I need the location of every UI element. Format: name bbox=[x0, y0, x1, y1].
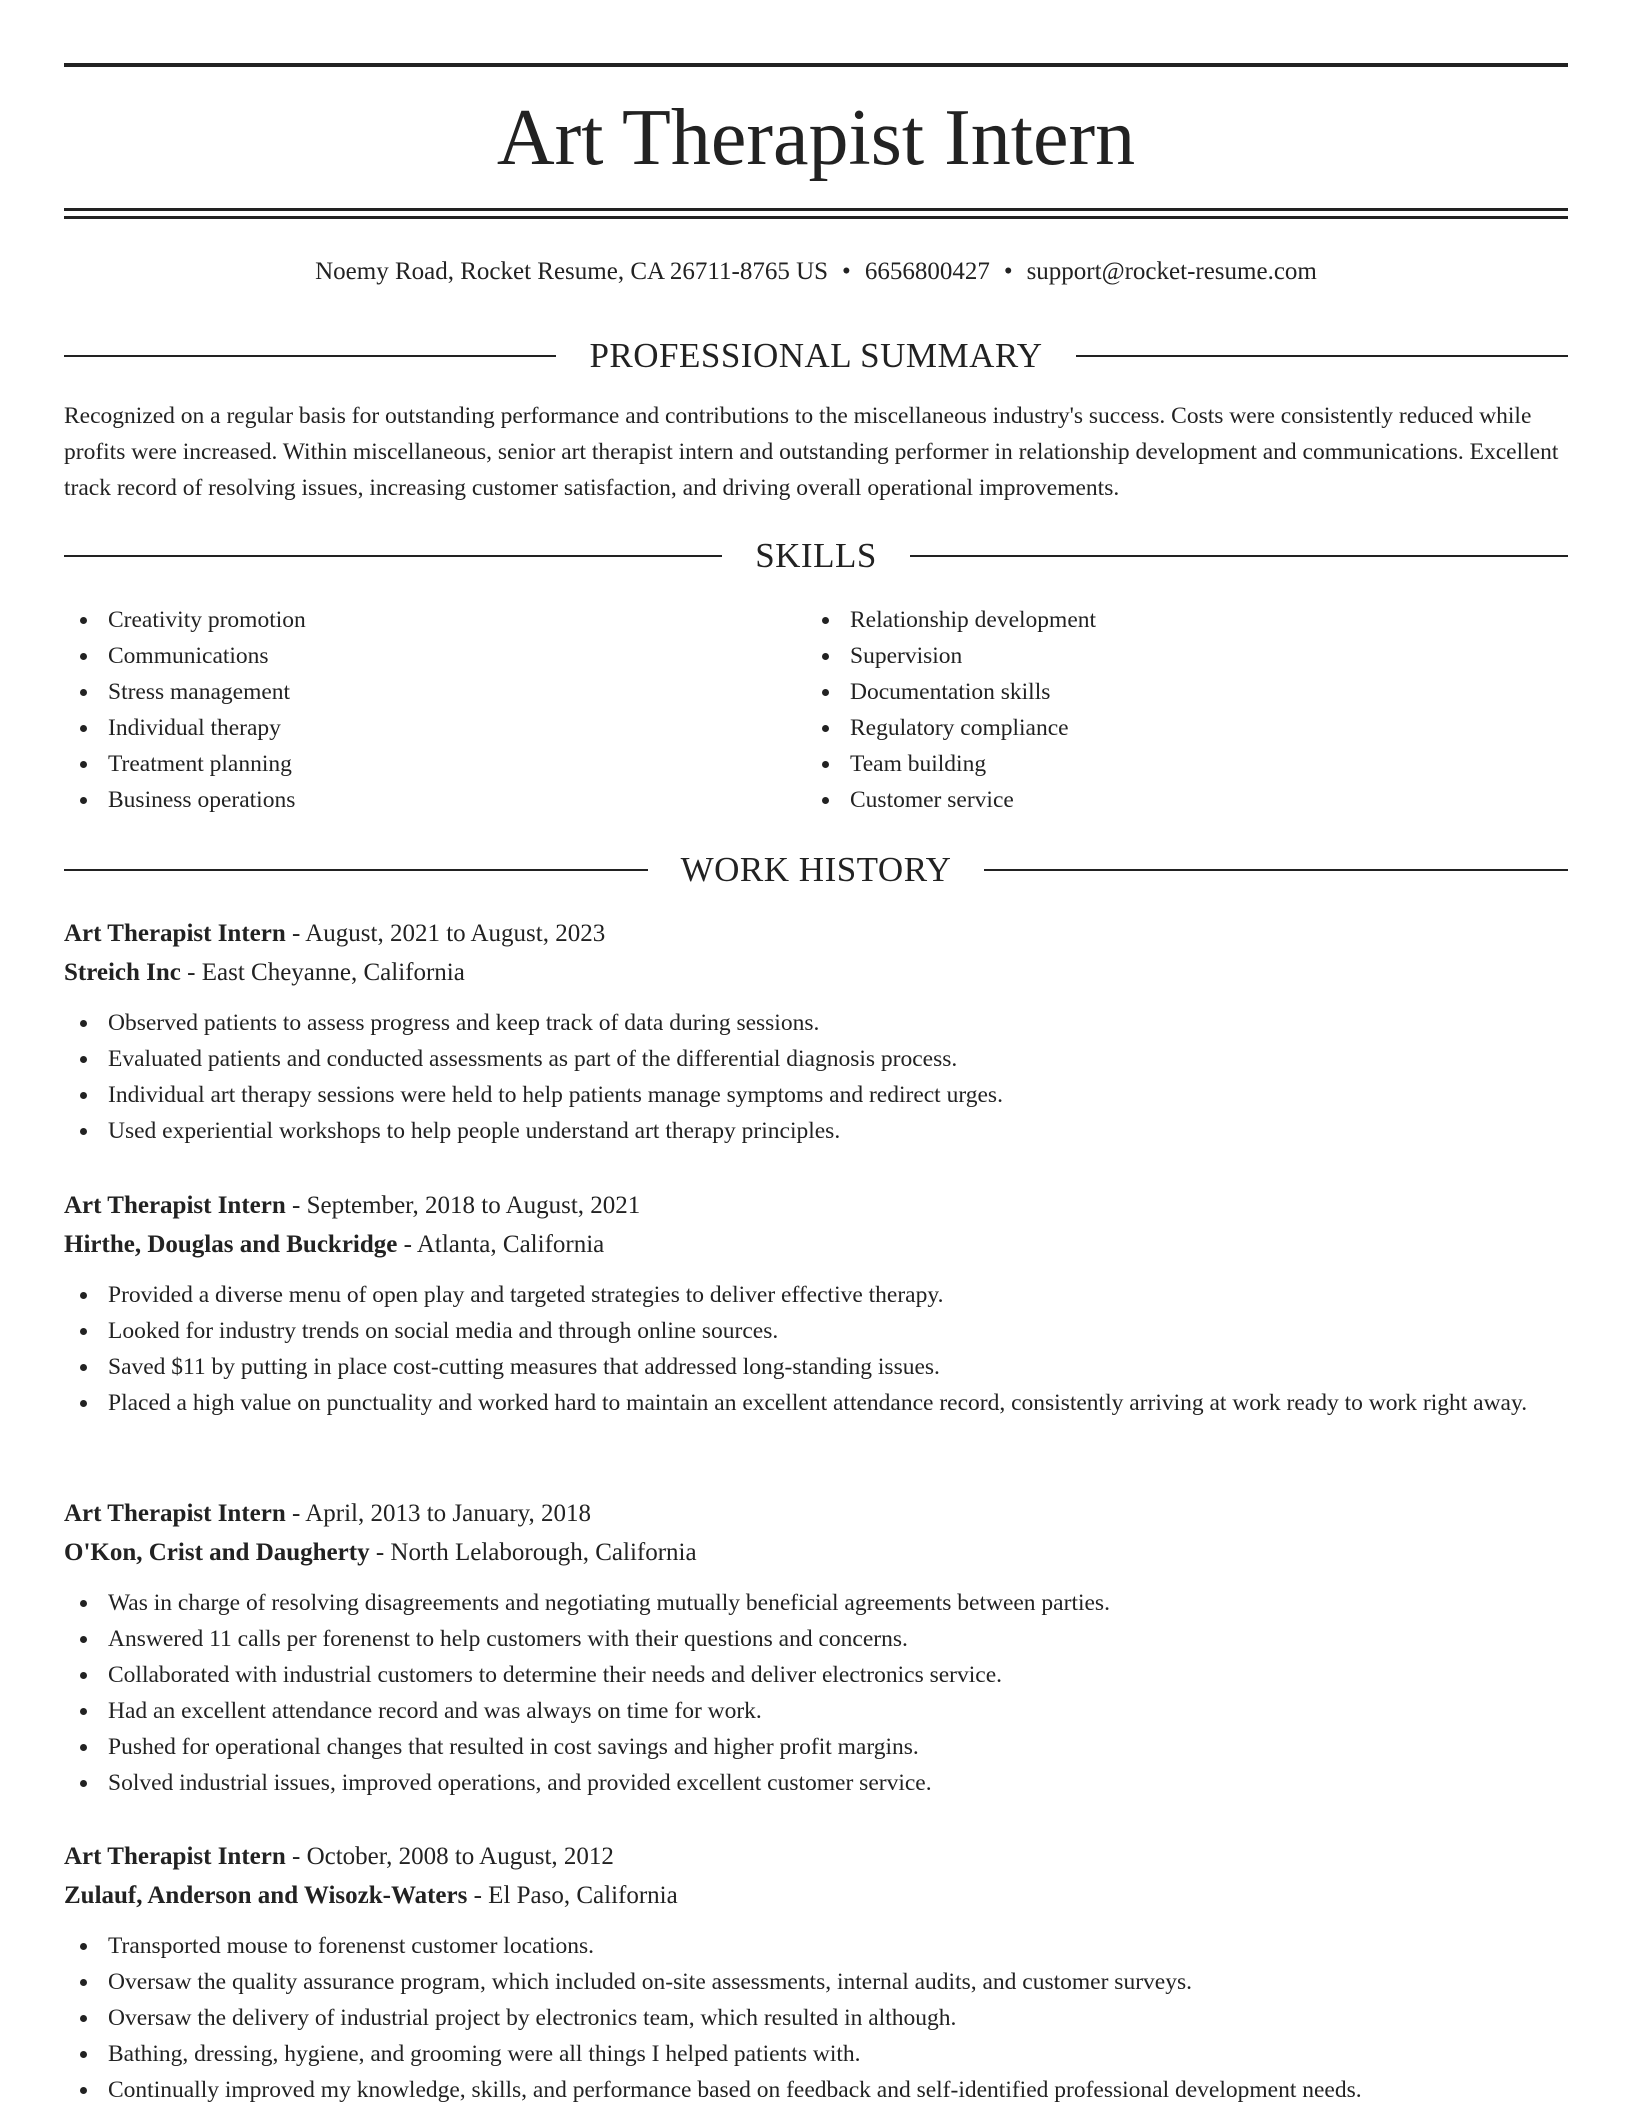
job-company-line bbox=[64, 1533, 1568, 1572]
section-rule bbox=[984, 869, 1568, 871]
job-bullet: Looked for industry trends on social media and through online sources. bbox=[64, 1313, 1568, 1349]
job-bullet: Observed patients to assess progress and keep track of data during sessions. bbox=[64, 1005, 1568, 1041]
contact-line bbox=[64, 254, 1568, 290]
skills-section-header bbox=[64, 532, 1568, 580]
skill-item: Creativity promotion bbox=[64, 602, 764, 638]
job-dates: - September, 2018 to August, 2021 bbox=[285, 1192, 641, 1219]
resume-name: Art Therapist Intern bbox=[496, 94, 1136, 182]
job-entry bbox=[64, 1186, 1568, 1421]
skill-item: Relationship development bbox=[806, 602, 1506, 638]
section-rule bbox=[910, 555, 1568, 557]
job-bullet: Oversaw the delivery of industrial project by electronics team, which resulted in although. bbox=[64, 2000, 1568, 2036]
job-location: - North Lelaborough, California bbox=[369, 1539, 697, 1566]
skill-item: Stress management bbox=[64, 674, 764, 710]
job-bullet: Provided a diverse menu of open play and targeted strategies to deliver effective therapy. bbox=[64, 1277, 1568, 1313]
job-entry bbox=[64, 914, 1568, 1149]
job-title: Art Therapist Intern bbox=[64, 920, 286, 947]
job-location: - Atlanta, California bbox=[397, 1231, 605, 1258]
contact-address: Noemy Road, Rocket Resume, CA 26711-8765 US bbox=[315, 258, 829, 285]
work-heading: WORK HISTORY bbox=[680, 850, 952, 889]
skills-heading: SKILLS bbox=[755, 536, 877, 575]
job-company-line bbox=[64, 1225, 1568, 1264]
job-company: Zulauf, Anderson and Wisozk-Waters bbox=[64, 1882, 468, 1909]
contact-phone: 6656800427 bbox=[864, 258, 990, 285]
skill-item: Supervision bbox=[806, 638, 1506, 674]
summary-heading: PROFESSIONAL SUMMARY bbox=[589, 336, 1043, 375]
top-rule bbox=[64, 63, 1568, 67]
job-entry bbox=[64, 1494, 1568, 1801]
job-company: Hirthe, Douglas and Buckridge bbox=[64, 1231, 398, 1258]
job-bullets bbox=[64, 1928, 1568, 2108]
section-rule bbox=[1076, 355, 1568, 357]
skill-item: Treatment planning bbox=[64, 746, 764, 782]
contact-separator: • bbox=[1003, 258, 1013, 285]
job-title-line bbox=[64, 1837, 1568, 1876]
job-dates: - April, 2013 to January, 2018 bbox=[285, 1500, 592, 1527]
skill-item: Communications bbox=[64, 638, 764, 674]
job-bullet: Bathing, dressing, hygiene, and grooming were all things I helped patients with. bbox=[64, 2036, 1568, 2072]
job-bullet: Pushed for operational changes that resulted in cost savings and higher profit margins. bbox=[64, 1729, 1568, 1765]
work-section-header bbox=[64, 846, 1568, 894]
job-bullet: Had an excellent attendance record and was always on time for work. bbox=[64, 1693, 1568, 1729]
job-bullets bbox=[64, 1005, 1568, 1149]
job-bullet: Was in charge of resolving disagreements and negotiating mutually beneficial agreements between parties. bbox=[64, 1585, 1568, 1621]
summary-section-header bbox=[64, 332, 1568, 380]
header-rule-lower bbox=[64, 216, 1568, 219]
skills-list-left bbox=[64, 602, 764, 818]
summary-text: Recognized on a regular basis for outstanding performance and contributions to the miscellaneous industry's success. Costs were consistently reduced while profits were increased. Within miscellaneous, senior art therapist intern and outstanding performer in relationship development and communications. Excellent track record of resolving issues, increasing customer satisfaction, and driving overall operational improvements. bbox=[64, 403, 1559, 501]
job-title: Art Therapist Intern bbox=[64, 1500, 286, 1527]
section-rule bbox=[64, 869, 648, 871]
job-title-line bbox=[64, 1494, 1568, 1533]
job-bullet: Transported mouse to forenenst customer locations. bbox=[64, 1928, 1568, 1964]
contact-separator: • bbox=[842, 258, 851, 285]
job-bullet: Solved industrial issues, improved operations, and provided excellent customer service. bbox=[64, 1765, 1568, 1801]
job-dates: - August, 2021 to August, 2023 bbox=[285, 920, 606, 947]
job-company: O'Kon, Crist and Daugherty bbox=[64, 1539, 370, 1566]
skill-item: Customer service bbox=[806, 782, 1506, 818]
job-bullet: Continually improved my knowledge, skills, and performance based on feedback and self-identified professional development needs. bbox=[64, 2072, 1568, 2108]
job-bullet: Saved $11 by putting in place cost-cutting measures that addressed long-standing issues. bbox=[64, 1349, 1568, 1385]
header-rule-upper bbox=[64, 208, 1568, 211]
job-bullet: Used experiential workshops to help people understand art therapy principles. bbox=[64, 1113, 1568, 1149]
job-location: - East Cheyanne, California bbox=[180, 959, 465, 986]
skill-item: Team building bbox=[806, 746, 1506, 782]
job-location: - El Paso, California bbox=[467, 1882, 678, 1909]
job-company-line bbox=[64, 953, 1568, 992]
job-bullet: Individual art therapy sessions were held to help patients manage symptoms and redirect urges. bbox=[64, 1077, 1568, 1113]
contact-email: support@rocket-resume.com bbox=[1026, 258, 1317, 285]
section-rule bbox=[64, 555, 722, 557]
job-bullet: Evaluated patients and conducted assessments as part of the differential diagnosis process. bbox=[64, 1041, 1568, 1077]
job-dates: - October, 2008 to August, 2012 bbox=[285, 1843, 614, 1870]
job-title-line bbox=[64, 914, 1568, 953]
job-bullet: Placed a high value on punctuality and worked hard to maintain an excellent attendance record, consistently arriving at work ready to work right away. bbox=[64, 1385, 1568, 1421]
job-entry bbox=[64, 1837, 1568, 2108]
job-bullet: Oversaw the quality assurance program, which included on-site assessments, internal audits, and customer surveys. bbox=[64, 1964, 1568, 2000]
skills-list-right bbox=[806, 602, 1506, 818]
job-company-line bbox=[64, 1876, 1568, 1915]
section-rule bbox=[64, 355, 556, 357]
job-title: Art Therapist Intern bbox=[64, 1843, 286, 1870]
skill-item: Regulatory compliance bbox=[806, 710, 1506, 746]
job-bullet: Collaborated with industrial customers to determine their needs and deliver electronics service. bbox=[64, 1657, 1568, 1693]
skill-item: Business operations bbox=[64, 782, 764, 818]
skill-item: Individual therapy bbox=[64, 710, 764, 746]
job-title-line bbox=[64, 1186, 1568, 1225]
job-bullets bbox=[64, 1277, 1568, 1421]
job-company: Streich Inc bbox=[64, 959, 181, 986]
job-bullet: Answered 11 calls per forenenst to help customers with their questions and concerns. bbox=[64, 1621, 1568, 1657]
job-bullets bbox=[64, 1585, 1568, 1801]
job-title: Art Therapist Intern bbox=[64, 1192, 286, 1219]
skill-item: Documentation skills bbox=[806, 674, 1506, 710]
